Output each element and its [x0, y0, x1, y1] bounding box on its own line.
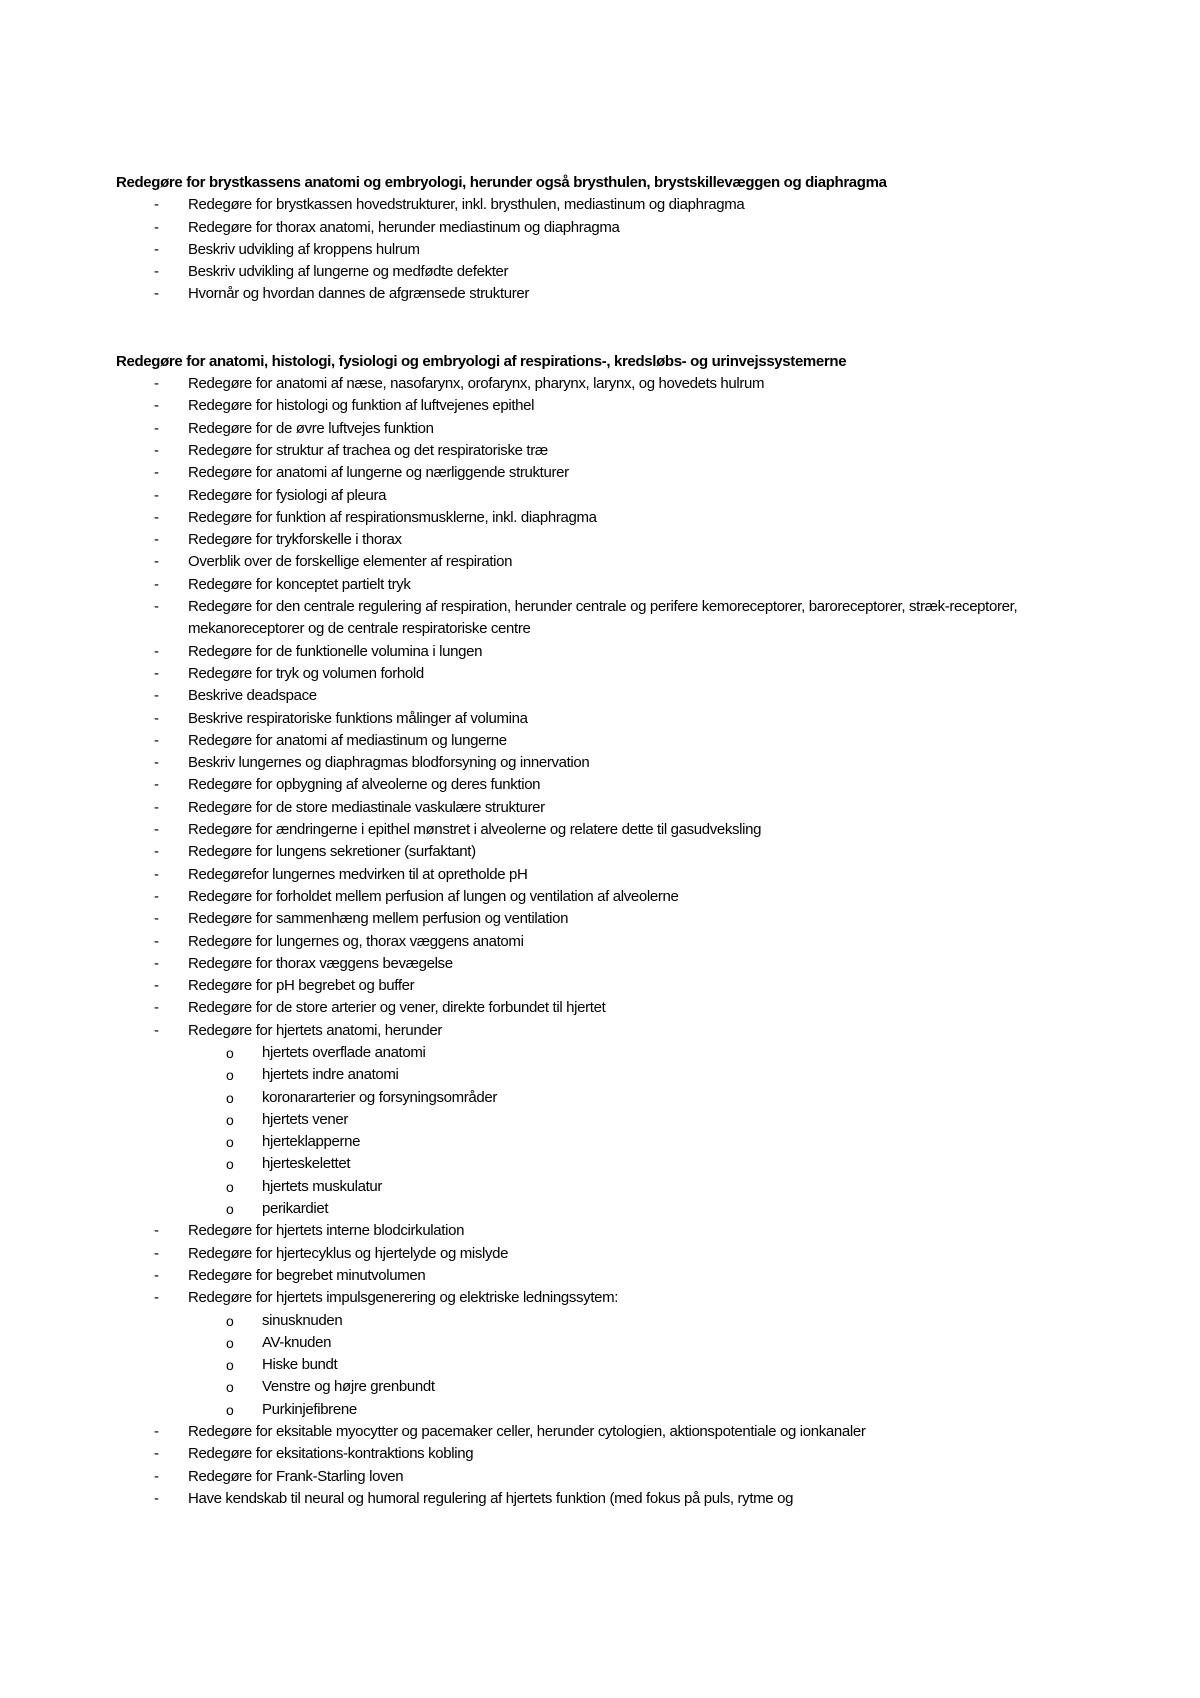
list-item-text: Redegøre for de funktionelle volumina i lungen	[188, 642, 483, 660]
list-item-text: Redegøre for Frank-Starling loven	[188, 1467, 404, 1485]
section-heading: Redegøre for brystkassens anatomi og embryologi, herunder også brysthulen, brystskillevæggen og diaphragma	[116, 174, 887, 191]
list-item-text: Beskriv udvikling af kroppens hulrum	[188, 240, 420, 258]
circle-bullet: o	[226, 1111, 234, 1128]
list-item	[116, 1466, 1116, 1488]
dash-bullet: -	[154, 531, 159, 549]
dash-bullet: -	[154, 887, 159, 905]
sub-list-item	[116, 1399, 1116, 1421]
list-item	[116, 395, 1116, 417]
sub-list-item-text: hjertets overflade anatomi	[262, 1043, 426, 1061]
list-item	[116, 596, 1118, 641]
dash-bullet: -	[154, 1244, 159, 1262]
circle-bullet: o	[226, 1201, 234, 1218]
sub-list-item-text: hjertets indre anatomi	[262, 1066, 399, 1084]
sub-list-item	[116, 1153, 1116, 1175]
dash-bullet: -	[154, 1423, 159, 1441]
dash-bullet: -	[154, 776, 159, 794]
dash-bullet: -	[154, 397, 159, 415]
dash-bullet: -	[154, 687, 159, 705]
dash-bullet: -	[154, 1266, 159, 1284]
sub-list-item-text: perikardiet	[262, 1200, 329, 1218]
sub-list-item	[116, 1042, 1116, 1064]
list-item-text: Redegøre for histologi og funktion af luftvejenes epithel	[188, 397, 535, 415]
sub-list-item	[116, 1087, 1116, 1109]
list-item	[116, 507, 1116, 529]
list-item	[116, 953, 1116, 975]
list-item-text: Redegøre for sammenhæng mellem perfusion og ventilation	[188, 910, 569, 928]
list-item	[116, 462, 1116, 484]
dash-bullet: -	[154, 375, 159, 393]
dash-bullet: -	[154, 731, 159, 749]
dash-bullet: -	[154, 843, 159, 861]
list-item-text: Redegøre for hjertecyklus og hjertelyde og mislyde	[188, 1244, 509, 1262]
list-item-text: Redegøre for lungernes og, thorax væggens anatomi	[188, 932, 524, 950]
list-item	[116, 819, 1116, 841]
dash-bullet: -	[154, 865, 159, 883]
sub-list-item	[116, 1310, 1116, 1332]
list-item	[116, 975, 1116, 997]
list-item-text: Redegøre for den centrale regulering af respiration, herunder centrale og perifere kemoreceptorer, baroreceptorer, stræk-receptorer, mekanoreceptorer og de centrale respiratoriske centre	[188, 598, 1018, 638]
list-item-text: Redegøre for thorax anatomi, herunder mediastinum og diaphragma	[188, 218, 620, 236]
dash-bullet: -	[154, 1289, 159, 1307]
list-item	[116, 752, 1116, 774]
list-item	[116, 551, 1116, 573]
list-item	[116, 663, 1116, 685]
sub-list-item	[116, 1354, 1116, 1376]
sub-list-item-text: Hiske bundt	[262, 1356, 338, 1374]
dash-bullet: -	[154, 240, 159, 258]
dash-bullet: -	[154, 977, 159, 995]
sub-list-item-text: hjertets muskulatur	[262, 1177, 383, 1195]
list-item	[116, 418, 1116, 440]
sub-list-item	[116, 1176, 1116, 1198]
list-item-text: Redegøre for pH begrebet og buffer	[188, 977, 415, 995]
dash-bullet: -	[154, 553, 159, 571]
list-item-text: Redegøre for begrebet minutvolumen	[188, 1266, 426, 1284]
list-item-text: Overblik over de forskellige elementer af respiration	[188, 553, 513, 571]
dash-bullet: -	[154, 999, 159, 1017]
list-item-text: Redegørefor lungernes medvirken til at opretholde pH	[188, 865, 528, 883]
list-item	[116, 685, 1116, 707]
list-item	[116, 1443, 1116, 1465]
list-item-text: Redegøre for opbygning af alveolerne og deres funktion	[188, 776, 541, 794]
circle-bullet: o	[226, 1334, 234, 1351]
list-item	[116, 997, 1116, 1019]
list-item	[116, 797, 1116, 819]
list-item-text: Redegøre for ændringerne i epithel mønstret i alveolerne og relatere dette til gasudveksling	[188, 821, 762, 839]
list-item	[116, 864, 1116, 886]
list-item-text: Beskriv lungernes og diaphragmas blodforsyning og innervation	[188, 754, 590, 772]
list-item	[116, 440, 1116, 462]
dash-bullet: -	[154, 419, 159, 437]
bullet-list	[116, 373, 1116, 1042]
dash-bullet: -	[154, 285, 159, 303]
list-item-text: Redegøre for anatomi af lungerne og nærliggende strukturer	[188, 464, 569, 482]
sub-list-item	[116, 1198, 1116, 1220]
section-heading: Redegøre for anatomi, histologi, fysiologi og embryologi af respirations-, kredsløbs- og urinvejssystemerne	[116, 352, 847, 370]
list-item	[116, 1488, 1116, 1510]
list-item	[116, 1243, 1116, 1265]
sub-list-item	[116, 1131, 1116, 1153]
dash-bullet: -	[154, 910, 159, 928]
circle-bullet: o	[226, 1134, 234, 1151]
circle-bullet: o	[226, 1312, 234, 1329]
dash-bullet: -	[154, 1021, 159, 1039]
list-item-text: Redegøre for hjertets impulsgenerering og elektriske ledningssytem:	[188, 1289, 619, 1307]
sub-list-item-text: AV-knuden	[262, 1333, 332, 1351]
list-item-text: Redegøre for eksitations-kontraktions kobling	[188, 1445, 474, 1463]
list-item	[116, 730, 1116, 752]
dash-bullet: -	[154, 464, 159, 482]
list-item	[116, 931, 1116, 953]
list-item-text: Redegøre for de øvre luftvejes funktion	[188, 419, 434, 437]
dash-bullet: -	[154, 1445, 159, 1463]
list-item-text: Beskrive respiratoriske funktions målinger af volumina	[188, 709, 528, 727]
circle-bullet: o	[226, 1379, 234, 1396]
list-item-text: Redegøre for funktion af respirationsmusklerne, inkl. diaphragma	[188, 508, 597, 526]
dash-bullet: -	[154, 218, 159, 236]
list-item-text: Redegøre for de store mediastinale vaskulære strukturer	[188, 798, 545, 816]
dash-bullet: -	[154, 709, 159, 727]
dash-bullet: -	[154, 642, 159, 660]
list-item-text: Redegøre for hjertets interne blodcirkulation	[188, 1222, 465, 1240]
sub-list-item-text: Purkinjefibrene	[262, 1400, 357, 1418]
bullet-list	[116, 194, 1116, 305]
dash-bullet: -	[154, 575, 159, 593]
dash-bullet: -	[154, 598, 159, 616]
circle-bullet: o	[226, 1357, 234, 1374]
list-item	[116, 261, 1116, 283]
dash-bullet: -	[154, 954, 159, 972]
sub-list-item-text: koronararterier og forsyningsområder	[262, 1088, 498, 1106]
sub-list-item-text: hjertets vener	[262, 1110, 348, 1128]
list-item	[116, 217, 1116, 239]
list-item-text: Redegøre for lungens sekretioner (surfaktant)	[188, 843, 476, 861]
list-item	[116, 774, 1116, 796]
dash-bullet: -	[154, 508, 159, 526]
circle-bullet: o	[226, 1067, 234, 1084]
list-item	[116, 841, 1116, 863]
list-item-text: Redegøre for konceptet partielt tryk	[188, 575, 411, 593]
section-spacer	[116, 306, 1116, 351]
dash-bullet: -	[154, 196, 159, 214]
list-item	[116, 1220, 1116, 1242]
sub-list-item	[116, 1109, 1116, 1131]
list-item-text: Redegøre for anatomi af mediastinum og lungerne	[188, 731, 507, 749]
dash-bullet: -	[154, 664, 159, 682]
list-item-text: Redegøre for thorax væggens bevægelse	[188, 954, 453, 972]
dash-bullet: -	[154, 263, 159, 281]
list-item-text: Redegøre for fysiologi af pleura	[188, 486, 387, 504]
sub-list-item-text: hjerteskelettet	[262, 1155, 351, 1173]
bullet-list	[116, 1220, 1116, 1309]
sub-list-item-text: sinusknuden	[262, 1311, 343, 1329]
sub-list-item-text: Venstre og højre grenbundt	[262, 1378, 435, 1396]
list-item	[116, 1421, 1116, 1443]
list-item-text: Redegøre for hjertets anatomi, herunder	[188, 1021, 442, 1039]
list-item-text: Redegøre for tryk og volumen forhold	[188, 664, 424, 682]
list-item	[116, 908, 1116, 930]
circle-bullet: o	[226, 1178, 234, 1195]
dash-bullet: -	[154, 932, 159, 950]
list-item	[116, 1265, 1116, 1287]
sub-list-item	[116, 1064, 1116, 1086]
list-item	[116, 574, 1116, 596]
list-item	[116, 886, 1116, 908]
sub-list-item	[116, 1376, 1116, 1398]
circle-bullet: o	[226, 1089, 234, 1106]
list-item-text: Beskrive deadspace	[188, 687, 317, 705]
dash-bullet: -	[154, 1222, 159, 1240]
list-item	[116, 1020, 1116, 1042]
circle-bullet: o	[226, 1401, 234, 1418]
bullet-list	[116, 1421, 1116, 1510]
list-item-text: Redegøre for forholdet mellem perfusion af lungen og ventilation af alveolerne	[188, 887, 679, 905]
list-item-text: Redegøre for brystkassen hovedstrukturer, inkl. brysthulen, mediastinum og diaphragma	[188, 196, 745, 214]
circle-bullet: o	[226, 1044, 234, 1061]
list-item-text: Redegøre for de store arterier og vener, direkte forbundet til hjertet	[188, 999, 606, 1017]
list-item	[116, 239, 1116, 261]
list-item	[116, 529, 1116, 551]
sub-bullet-list	[116, 1042, 1116, 1220]
list-item-text: Redegøre for trykforskelle i thorax	[188, 531, 402, 549]
list-item	[116, 708, 1116, 730]
list-item-text: Hvornår og hvordan dannes de afgrænsede strukturer	[188, 285, 530, 303]
list-item	[116, 194, 1116, 216]
dash-bullet: -	[154, 754, 159, 772]
dash-bullet: -	[154, 1489, 159, 1507]
list-item	[116, 485, 1116, 507]
dash-bullet: -	[154, 1467, 159, 1485]
document-content	[116, 172, 1116, 1510]
list-item	[116, 641, 1116, 663]
list-item-text: Have kendskab til neural og humoral regulering af hjertets funktion (med fokus på puls, rytme og	[188, 1489, 794, 1507]
sub-list-item	[116, 1332, 1116, 1354]
list-item	[116, 283, 1116, 305]
sub-bullet-list	[116, 1310, 1116, 1421]
circle-bullet: o	[226, 1156, 234, 1173]
list-item	[116, 373, 1116, 395]
list-item	[116, 1287, 1116, 1309]
dash-bullet: -	[154, 441, 159, 459]
dash-bullet: -	[154, 821, 159, 839]
dash-bullet: -	[154, 486, 159, 504]
sub-list-item-text: hjerteklapperne	[262, 1133, 361, 1151]
list-item-text: Beskriv udvikling af lungerne og medfødte defekter	[188, 263, 509, 281]
list-item-text: Redegøre for struktur af trachea og det respiratoriske træ	[188, 441, 548, 459]
dash-bullet: -	[154, 798, 159, 816]
list-item-text: Redegøre for anatomi af næse, nasofarynx, orofarynx, pharynx, larynx, og hovedets hulrum	[188, 375, 765, 393]
list-item-text: Redegøre for eksitable myocytter og pacemaker celler, herunder cytologien, aktionspotentiale og ionkanaler	[188, 1423, 866, 1441]
